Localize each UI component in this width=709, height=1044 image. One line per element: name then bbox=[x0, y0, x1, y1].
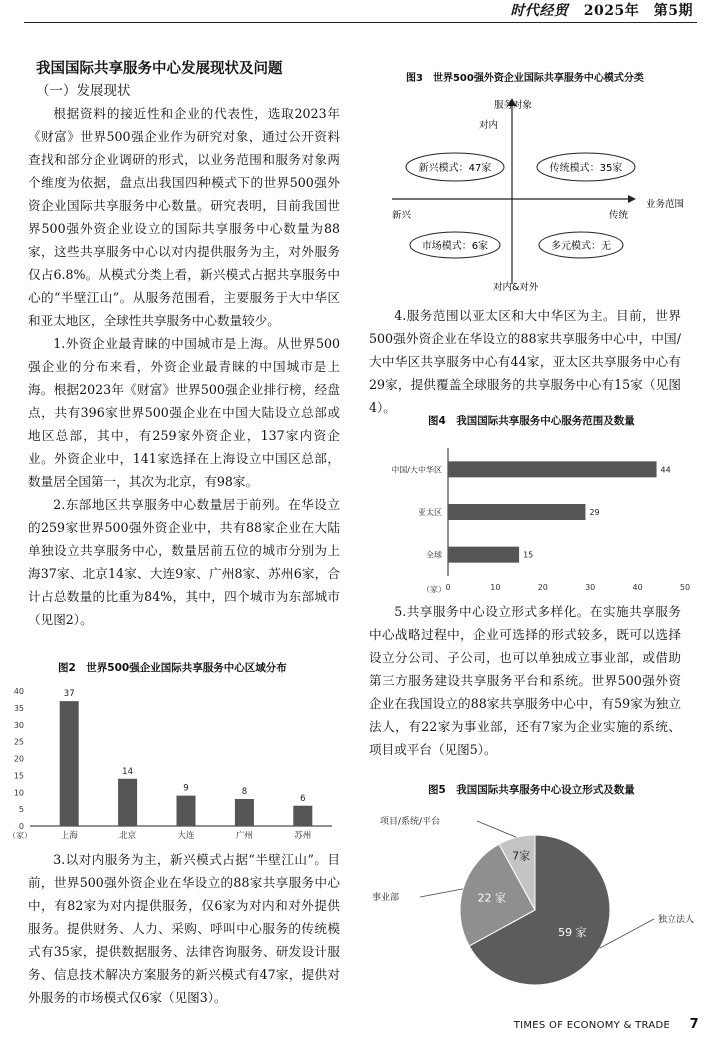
fig4-caption: 图4 我国国际共享服务中心服务范围及数量 bbox=[428, 415, 635, 427]
fig5-category-label: 事业部 bbox=[372, 893, 400, 903]
fig2-value-label: 6 bbox=[300, 793, 306, 804]
fig4-category-label: 全球 bbox=[426, 550, 442, 560]
fig2-bar bbox=[293, 806, 312, 826]
fig4-x-tick: 20 bbox=[537, 583, 548, 592]
fig4-x-tick: 40 bbox=[632, 583, 643, 592]
x-right-label: 传统 bbox=[609, 210, 629, 221]
page-footer bbox=[514, 1017, 699, 1032]
fig4-value-label: 29 bbox=[589, 508, 600, 517]
fig2-y-tick: 35 bbox=[13, 703, 24, 713]
fig4-bar-chart bbox=[370, 440, 700, 605]
fig4-bar bbox=[448, 461, 657, 477]
y-bottom-label: 对内&对外 bbox=[493, 282, 539, 293]
left-column-bottom bbox=[28, 848, 340, 1009]
paragraph-4: 3.以对内服务为主，新兴模式占据“半壁江山”。目前，世界500强外资企业在华设立的88家共享服务中心中，有82家为对内提供服务，仅6家为对内和对外提供服务。提供财务、人力、采购、呼叫中心服务的传统模式有35家，提供数据服务、法律咨询服务、研发设计服务、信息技术解决方案服务的新兴模式有47家，提供对外服务的市场模式仅6家（见图3）。 bbox=[28, 852, 340, 1005]
fig4-bar bbox=[448, 504, 585, 520]
fig2-y-tick: 5 bbox=[18, 805, 24, 815]
x-left-label: 新兴 bbox=[392, 210, 412, 221]
fig4-x-tick: 10 bbox=[490, 583, 501, 592]
fig4-value-label: 15 bbox=[523, 550, 534, 560]
fig2-y-tick: 0 bbox=[18, 822, 24, 831]
fig2-y-tick: 15 bbox=[13, 771, 24, 781]
fig4-x-tick: 0 bbox=[445, 583, 451, 592]
fig4-category-label: 中国/大中华区 bbox=[391, 465, 442, 475]
fig2-bar-chart bbox=[0, 680, 345, 840]
fig2-y-tick: 20 bbox=[13, 754, 24, 764]
fig2-value-label: 9 bbox=[183, 783, 189, 794]
quadrant-traditional-label: 传统模式：35家 bbox=[549, 163, 623, 174]
fig5-leader-line bbox=[477, 821, 516, 837]
fig2-y-tick: 25 bbox=[13, 737, 24, 747]
fig2-category-label: 上海 bbox=[60, 831, 78, 840]
fig2-bar bbox=[118, 779, 137, 826]
y-axis-label: 服务对象 bbox=[494, 100, 533, 111]
fig5-category-label: 独立法人 bbox=[658, 915, 695, 925]
right-column-top bbox=[369, 304, 681, 419]
fig4-x-tick: 50 bbox=[679, 583, 691, 592]
fig5-caption: 图5 我国国际共享服务中心设立形式及数量 bbox=[428, 784, 635, 796]
quadrant-market-label: 市场模式：6家 bbox=[421, 241, 489, 252]
fig4-value-label: 44 bbox=[660, 465, 671, 475]
paragraph-1: 根据资料的接近性和企业的代表性，选取2023年《财富》世界500强企业作为研究对象，通过公开资料查找和部分企业调研的形式，以业务范围和服务对象两个维度为依据，盘点出我国四种模式下的世界500强外资企业国际共享服务中心数量。研究表明，目前我国世界500强外资企业设立的国际共享服务中心数量为88家，这些共享服务中心以对内提供服务为主，对外服务仅占6.8%。从模式分类上看，新兴模式占据共享服务中心的“半壁江山”。从服务范围看，主要服务于大中华区和亚太地区，全球性共享服务中心数量较少。 bbox=[28, 106, 340, 328]
fig2-category-label: 北京 bbox=[119, 831, 137, 840]
page-number: 7 bbox=[689, 1017, 699, 1032]
paragraph-2: 1.外资企业最青睐的中国城市是上海。从世界500强企业的分布来看，外资企业最青睐的中国城市是上海。根据2023年《财富》世界500强企业排行榜，经盘点，共有396家世界500强企业在中国大陆设立总部或地区总部，其中，有259家外资企业，137家内资企业。外资企业中，141家选择在上海设立中国区总部，数量居全国第一，其次为北京，有98家。 bbox=[28, 336, 340, 489]
section-title: 我国国际共享服务中心发展现状及问题 bbox=[36, 61, 283, 77]
header-rule bbox=[24, 22, 697, 23]
quadrant-diverse-label: 多元模式：无 bbox=[551, 241, 611, 252]
fig5-leader-line bbox=[420, 889, 463, 897]
fig2-value-label: 8 bbox=[241, 787, 248, 797]
fig2-caption: 图2 世界500强企业国际共享服务中心区域分布 bbox=[58, 662, 287, 674]
right-column-bottom bbox=[369, 600, 681, 761]
fig5-value-label: 7家 bbox=[512, 849, 531, 863]
fig4-bar bbox=[448, 547, 519, 563]
issue-label: 2025年 第5期 bbox=[583, 3, 693, 19]
fig5-category-label: 项目/系统/平台 bbox=[380, 817, 441, 827]
x-axis-label: 业务范围 bbox=[646, 199, 685, 210]
fig2-y-tick: 40 bbox=[13, 687, 24, 696]
fig2-bar bbox=[60, 701, 79, 826]
paragraph-5: 4.服务范围以亚太区和大中华区为主。目前，世界500强外资企业在华设立的88家共享服务中心中，中国/大中华区共享服务中心有44家，亚太区共享服务中心有29家，提供覆盖全球服务的共享服务中心有15家（见图4）。 bbox=[369, 308, 681, 415]
fig3-quadrant-diagram bbox=[380, 94, 700, 294]
fig2-bar bbox=[177, 796, 196, 826]
subsection-title: （一）发展现状 bbox=[36, 83, 131, 99]
fig2-category-label: 广州 bbox=[235, 831, 253, 840]
paragraph-6: 5.共享服务中心设立形式多样化。在实施共享服务中心战略过程中，企业可选择的形式较多，既可以选择设立分公司、子公司，也可以单独成立事业部，或借助第三方服务建设共享服务平台和系统。世界500强外资企业在我国设立的88家共享服务中心中，有59家为独立法人，有22家为事业部，还有7家为企业实施的系统、项目或平台（见图5）。 bbox=[369, 604, 681, 757]
fig2-value-label: 37 bbox=[63, 689, 75, 700]
magazine-name: 时代经贸 bbox=[510, 3, 569, 19]
fig3-caption: 图3 世界500强外资企业国际共享服务中心模式分类 bbox=[406, 73, 644, 84]
magazine-header bbox=[510, 0, 693, 20]
fig5-value-label: 59 家 bbox=[558, 926, 587, 940]
fig2-y-tick: 30 bbox=[13, 720, 24, 730]
fig2-category-label: 苏州 bbox=[294, 831, 312, 840]
fig5-pie-chart bbox=[370, 800, 700, 1000]
quadrant-new-label: 新兴模式：47家 bbox=[418, 163, 492, 174]
fig2-bar bbox=[235, 799, 254, 826]
y-top-label: 对内 bbox=[479, 120, 499, 131]
fig4-x-unit: （家） bbox=[422, 585, 446, 594]
fig5-value-label: 22 家 bbox=[477, 891, 507, 905]
fig4-category-label: 亚太区 bbox=[418, 508, 442, 517]
x-axis-arrow bbox=[628, 195, 636, 203]
paragraph-3: 2.东部地区共享服务中心数量居于前列。在华设立的259家世界500强外资企业中，共有88家企业在大陆单独设立共享服务中心，数量居前五位的城市分别为上海37家、北京14家、大连9家、广州8家、苏州6家，合计占总数量的比重为84%，其中，四个城市为东部城市（见图2）。 bbox=[28, 497, 340, 627]
fig2-value-label: 14 bbox=[122, 766, 134, 777]
fig2-y-unit: （家） bbox=[8, 831, 32, 840]
fig2-y-tick: 10 bbox=[13, 788, 24, 798]
fig2-category-label: 大连 bbox=[177, 831, 195, 840]
fig4-x-tick: 30 bbox=[585, 583, 596, 592]
journal-english-name: TIMES OF ECONOMY & TRADE bbox=[513, 1020, 671, 1031]
left-column bbox=[28, 58, 340, 631]
